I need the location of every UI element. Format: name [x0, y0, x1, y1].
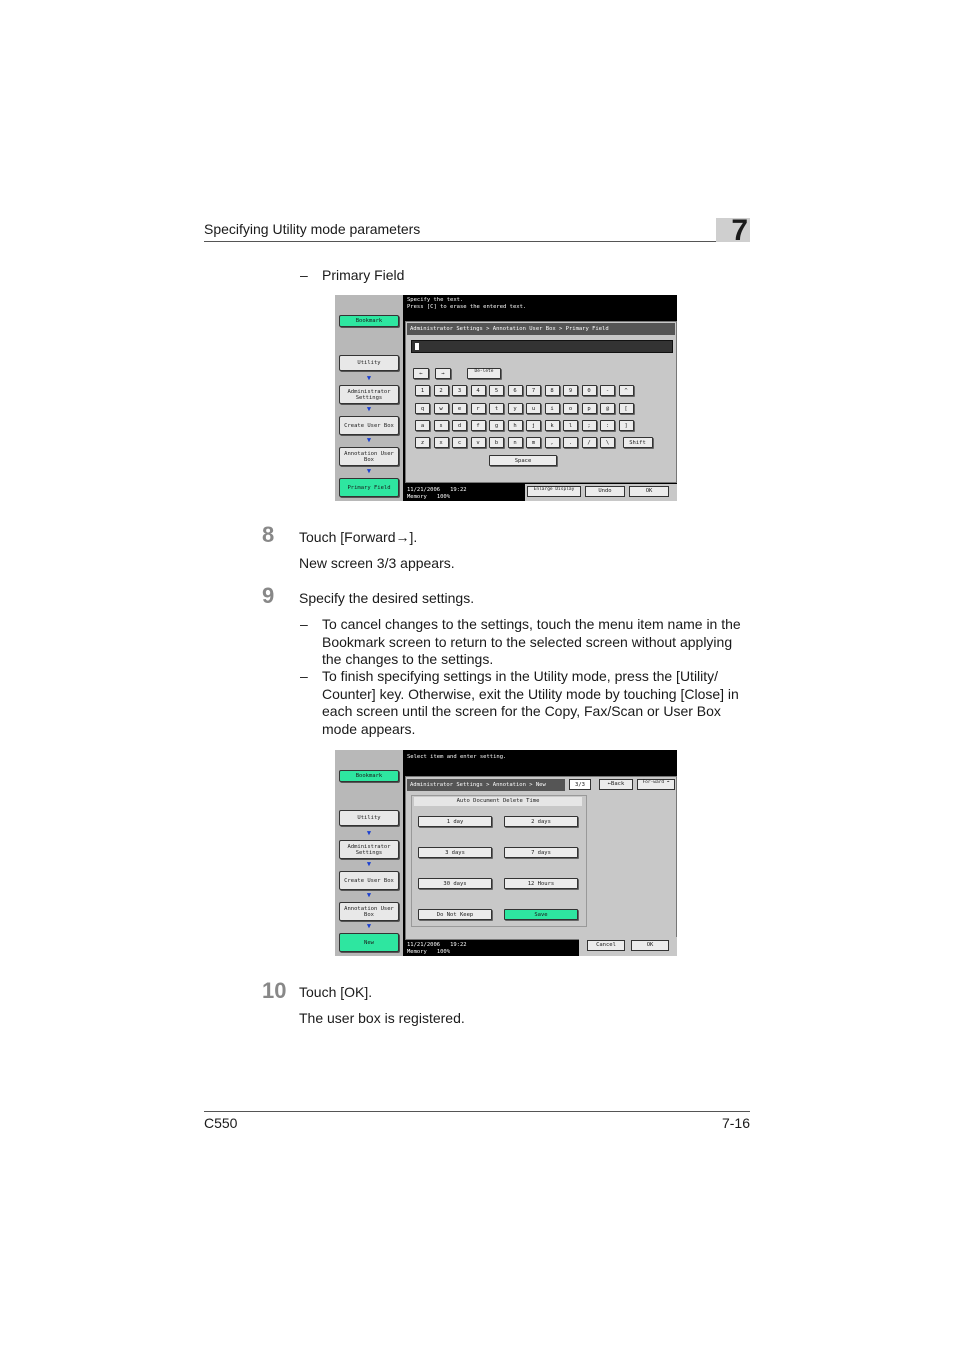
keyboard-key[interactable]: ,: [545, 437, 560, 448]
option-2-days[interactable]: 2 days: [504, 816, 578, 827]
keyboard-key[interactable]: z: [415, 437, 430, 448]
space-key[interactable]: Space: [489, 455, 557, 466]
arrow-right-icon: ➡: [666, 780, 670, 785]
bookmark-sidebar: [335, 750, 403, 956]
note-item: [300, 616, 752, 669]
option-12-hours[interactable]: 12 Hours: [504, 878, 578, 889]
instruction-message: [407, 297, 526, 311]
keyboard-key[interactable]: a: [415, 420, 430, 431]
keyboard-key[interactable]: c: [452, 437, 467, 448]
breadcrumb: Administrator Settings > Annotation > New: [407, 779, 565, 791]
keyboard-key[interactable]: w: [434, 403, 449, 414]
keyboard-key[interactable]: i: [545, 403, 560, 414]
footer-model: C550: [204, 1115, 238, 1131]
back-button[interactable]: ←Back: [599, 779, 633, 790]
keyboard-key[interactable]: h: [508, 420, 523, 431]
keyboard-key[interactable]: -: [600, 385, 615, 396]
enlarge-display-button[interactable]: Enlarge Display: [527, 486, 581, 497]
keyboard-key[interactable]: 1: [415, 385, 430, 396]
keyboard-key[interactable]: y: [508, 403, 523, 414]
forward-button[interactable]: [637, 779, 675, 790]
keyboard-key[interactable]: 2: [434, 385, 449, 396]
option-30-days[interactable]: 30 days: [418, 878, 492, 889]
footer-rule: [204, 1111, 750, 1112]
utility-button[interactable]: Utility: [339, 355, 399, 371]
option-7-days[interactable]: 7 days: [504, 847, 578, 858]
keyboard-key[interactable]: j: [526, 420, 541, 431]
dash-marker: –: [300, 668, 308, 684]
keyboard-key[interactable]: 5: [489, 385, 504, 396]
annotation-user-box-button[interactable]: Annotation User Box: [339, 447, 399, 466]
dash-marker: –: [300, 616, 308, 632]
forward-label: For-ward: [642, 780, 665, 785]
page-indicator: 3/3: [569, 779, 591, 790]
keyboard-key[interactable]: ]: [619, 420, 634, 431]
running-header: Specifying Utility mode parameters: [204, 221, 421, 237]
keyboard-key[interactable]: /: [582, 437, 597, 448]
annotation-user-box-button[interactable]: Annotation User Box: [339, 902, 399, 921]
keyboard-key[interactable]: m: [526, 437, 541, 448]
keyboard-key[interactable]: 8: [545, 385, 560, 396]
keyboard-key[interactable]: .: [563, 437, 578, 448]
keyboard-key[interactable]: 6: [508, 385, 523, 396]
primary-field-button[interactable]: Primary Field: [339, 478, 399, 497]
bookmark-button[interactable]: Bookmark: [339, 770, 399, 782]
keyboard-key[interactable]: \: [600, 437, 615, 448]
keyboard-key[interactable]: 7: [526, 385, 541, 396]
footer-page-number: 7-16: [721, 1115, 750, 1131]
memory-status: Memory 100%: [407, 949, 451, 955]
step-text: Touch [Forward→].: [299, 529, 418, 545]
keyboard-key[interactable]: p: [582, 403, 597, 414]
arrow-down-icon: ▼: [366, 829, 372, 837]
bookmark-sidebar: [335, 295, 403, 501]
intro-item: [300, 267, 405, 285]
utility-button[interactable]: Utility: [339, 810, 399, 826]
keyboard-key[interactable]: q: [415, 403, 430, 414]
step-text: Touch [OK].: [299, 984, 373, 1000]
keyboard-key[interactable]: 9: [563, 385, 578, 396]
note-item: [300, 668, 752, 738]
keyboard-key[interactable]: [: [619, 403, 634, 414]
keyboard-key[interactable]: r: [471, 403, 486, 414]
arrow-down-icon: ▼: [366, 860, 372, 868]
group-title: Auto Document Delete Time: [414, 797, 582, 806]
step-result: New screen 3/3 appears.: [299, 555, 455, 571]
text-input[interactable]: [411, 340, 673, 353]
keyboard-key[interactable]: :: [600, 420, 615, 431]
option-1-day[interactable]: 1 day: [418, 816, 492, 827]
arrow-down-icon: ▼: [366, 374, 372, 382]
chapter-number: 7: [731, 214, 748, 247]
keyboard-key[interactable]: d: [452, 420, 467, 431]
keyboard-key[interactable]: e: [452, 403, 467, 414]
keyboard-key[interactable]: @: [600, 403, 615, 414]
keyboard-key[interactable]: ^: [619, 385, 634, 396]
arrow-down-icon: ▼: [366, 405, 372, 413]
instruction-message: Select item and enter setting.: [407, 754, 507, 760]
undo-button[interactable]: Undo: [585, 486, 625, 497]
administrator-settings-button[interactable]: Administrator Settings: [339, 840, 399, 859]
save-button[interactable]: Save: [504, 909, 578, 920]
memory-status: Memory 100%: [407, 494, 451, 500]
cancel-button[interactable]: Cancel: [587, 940, 625, 951]
cursor-right-key[interactable]: →: [435, 368, 451, 379]
dash-marker: –: [300, 267, 308, 283]
ok-button[interactable]: OK: [631, 940, 669, 951]
breadcrumb: Administrator Settings > Annotation User Box > Primary Field: [407, 323, 675, 335]
note-text: To cancel changes to the settings, touch the menu item name in the Bookmark screen to return to the selected screen without applying the changes to the settings.: [322, 616, 741, 668]
screen-new-settings: [335, 750, 677, 956]
header-rule: [204, 241, 750, 242]
keyboard-key[interactable]: s: [434, 420, 449, 431]
cursor-left-key[interactable]: ←: [413, 368, 429, 379]
shift-key[interactable]: Shift: [623, 437, 653, 448]
step-number: 10: [262, 978, 287, 1003]
do-not-keep-button[interactable]: Do Not Keep: [418, 909, 492, 920]
keyboard-key[interactable]: n: [508, 437, 523, 448]
intro-item-text: Primary Field: [322, 267, 405, 283]
step-result: The user box is registered.: [299, 1010, 465, 1026]
keyboard-key[interactable]: l: [563, 420, 578, 431]
keyboard-key[interactable]: k: [545, 420, 560, 431]
arrow-down-icon: ▼: [366, 467, 372, 475]
step-number: 9: [262, 583, 275, 608]
keyboard-key[interactable]: b: [489, 437, 504, 448]
keyboard-key[interactable]: 0: [582, 385, 597, 396]
date-time: 11/21/2006 19:22: [407, 942, 467, 948]
keyboard-key[interactable]: g: [489, 420, 504, 431]
bookmark-button[interactable]: Bookmark: [339, 315, 399, 327]
keyboard-key[interactable]: x: [434, 437, 449, 448]
create-user-box-button[interactable]: Create User Box: [339, 416, 399, 435]
keyboard-key[interactable]: ;: [582, 420, 597, 431]
keyboard-key[interactable]: 4: [471, 385, 486, 396]
arrow-down-icon: ▼: [366, 891, 372, 899]
keyboard-key[interactable]: v: [471, 437, 486, 448]
ok-button[interactable]: OK: [629, 486, 669, 497]
new-button[interactable]: New: [339, 933, 399, 952]
option-3-days[interactable]: 3 days: [418, 847, 492, 858]
screen-primary-field: [335, 295, 677, 501]
keyboard-key[interactable]: t: [489, 403, 504, 414]
message-line: Specify the text.: [407, 297, 464, 303]
text-cursor: [415, 343, 419, 350]
note-text: To finish specifying settings in the Utility mode, press the [Utility/ Counter] key. Otherwise, exit the Utility mode by touching [Close] in each screen until the screen for the Copy, Fax/Scan or User Box mode appears.: [322, 668, 739, 737]
create-user-box-button[interactable]: Create User Box: [339, 871, 399, 890]
keyboard-key[interactable]: o: [563, 403, 578, 414]
arrow-down-icon: ▼: [366, 436, 372, 444]
keyboard-key[interactable]: f: [471, 420, 486, 431]
arrow-down-icon: ▼: [366, 922, 372, 930]
step-text: Specify the desired settings.: [299, 590, 475, 606]
keyboard-key[interactable]: u: [526, 403, 541, 414]
administrator-settings-button[interactable]: Administrator Settings: [339, 385, 399, 404]
message-line: Press [C] to erase the entered text.: [407, 304, 527, 310]
keyboard-key[interactable]: 3: [452, 385, 467, 396]
delete-key[interactable]: De-lete: [467, 368, 501, 379]
step-number: 8: [262, 522, 275, 547]
date-time: 11/21/2006 19:22: [407, 487, 467, 493]
